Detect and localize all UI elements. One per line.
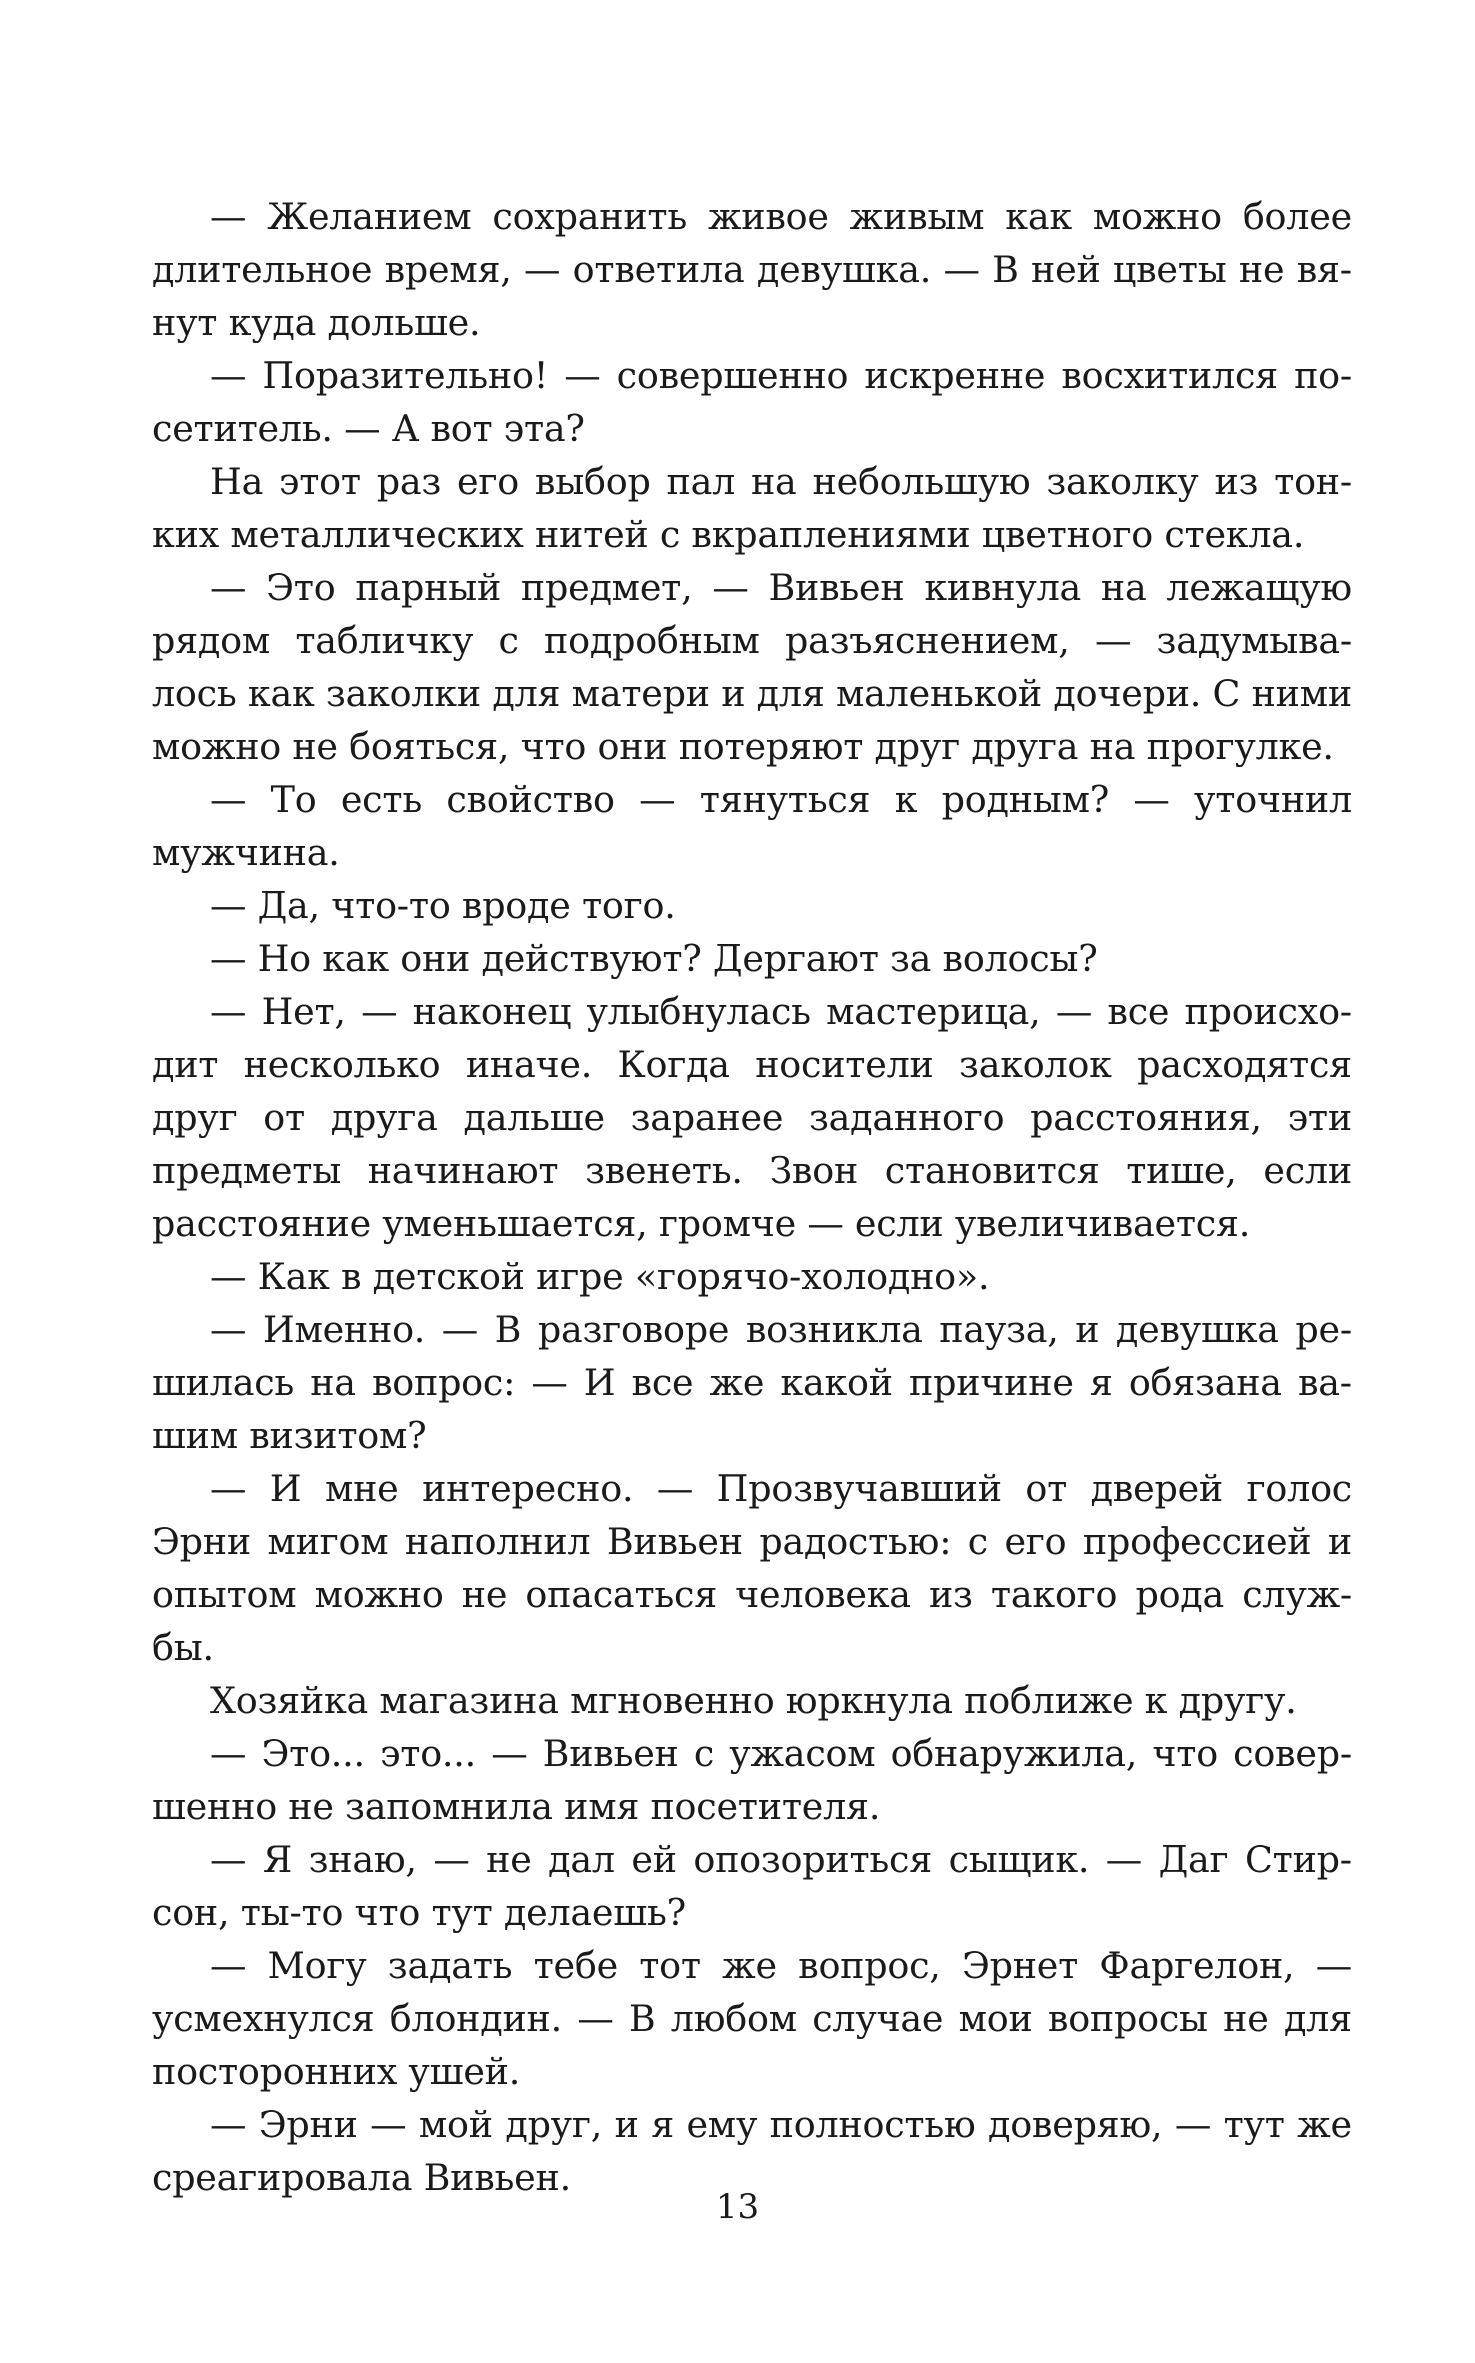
text-line: — То есть свойство — тянуться к родным? — уточнил bbox=[210, 778, 1352, 821]
text-line: — Нет, — наконец улыбнулась мастерица, — все происхо- bbox=[210, 990, 1352, 1033]
text-line: рядом табличку с подробным разъяснением, — задумыва- bbox=[152, 619, 1352, 662]
text-line: друг от друга дальше заранее заданного расстояния, эти bbox=[152, 1096, 1352, 1139]
text-line: — Эрни — мой друг, и я ему полностью доверяю, — тут же bbox=[210, 2103, 1352, 2146]
text-line: ких металлических нитей с вкраплениями цветного стекла. bbox=[152, 513, 1305, 556]
text-line: посторонних ушей. bbox=[152, 2050, 521, 2093]
text-line: опытом можно не опасаться человека из такого рода служ- bbox=[152, 1573, 1352, 1616]
text-line: усмехнулся блондин. — В любом случае мои вопросы не для bbox=[152, 1997, 1352, 2040]
text-line: сетитель. — А вот эта? bbox=[152, 407, 585, 450]
text-line: — Это... это... — Вивьен с ужасом обнаружила, что совер- bbox=[210, 1732, 1352, 1775]
text-line: шилась на вопрос: — И все же какой причине я обязана ва- bbox=[152, 1361, 1352, 1404]
body-text bbox=[152, 190, 1352, 2204]
text-line: — Это парный предмет, — Вивьен кивнула на лежащую bbox=[210, 566, 1352, 609]
text-line: лось как заколки для матери и для маленькой дочери. С ними bbox=[152, 672, 1352, 715]
page-number: 13 bbox=[715, 2187, 760, 2227]
text-line: — Да, что-то вроде того. bbox=[210, 884, 676, 927]
text-line: бы. bbox=[152, 1626, 214, 1669]
text-line: шим визитом? bbox=[152, 1414, 427, 1457]
text-line: сон, ты-то что тут делаешь? bbox=[152, 1891, 686, 1934]
text-line: Хозяйка магазина мгновенно юркнула поближе к другу. bbox=[210, 1679, 1297, 1722]
text-line: — Но как они действуют? Дергают за волосы? bbox=[210, 937, 1098, 980]
text-line: — Поразительно! — совершенно искренне восхитился по- bbox=[210, 354, 1352, 397]
text-line: Эрни мигом наполнил Вивьен радостью: с его профессией и bbox=[152, 1520, 1352, 1563]
text-line: среагировала Вивьен. bbox=[152, 2156, 571, 2199]
text-line: нут куда дольше. bbox=[152, 301, 481, 344]
text-line: длительное время, — ответила девушка. — В ней цветы не вя- bbox=[152, 248, 1352, 291]
text-line: расстояние уменьшается, громче — если увеличивается. bbox=[152, 1202, 1251, 1245]
text-line: На этот раз его выбор пал на небольшую заколку из тон- bbox=[210, 460, 1352, 503]
text-line: дит несколько иначе. Когда носители заколок расходятся bbox=[152, 1043, 1352, 1086]
text-line: — И мне интересно. — Прозвучавший от дверей голос bbox=[210, 1467, 1352, 1510]
text-line: — Желанием сохранить живое живым как можно более bbox=[210, 195, 1352, 238]
text-line: предметы начинают звенеть. Звон становится тише, если bbox=[152, 1149, 1352, 1192]
text-line: — Я знаю, — не дал ей опозориться сыщик. — Даг Стир- bbox=[210, 1838, 1352, 1881]
text-line: можно не бояться, что они потеряют друг друга на прогулке. bbox=[152, 725, 1334, 768]
text-line: — Именно. — В разговоре возникла пауза, и девушка ре- bbox=[210, 1308, 1352, 1351]
text-line: мужчина. bbox=[152, 831, 340, 874]
text-line: — Могу задать тебе тот же вопрос, Эрнет Фаргелон, — bbox=[210, 1944, 1352, 1987]
text-line: — Как в детской игре «горячо-холодно». bbox=[210, 1255, 990, 1298]
text-line: шенно не запомнила имя посетителя. bbox=[152, 1785, 881, 1828]
